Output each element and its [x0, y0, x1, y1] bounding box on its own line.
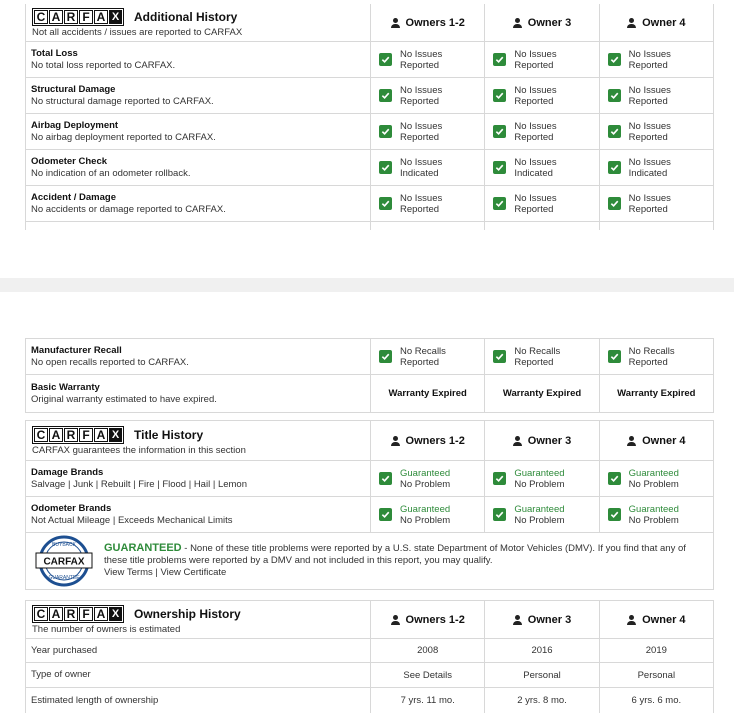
svg-text:CARFAX: CARFAX	[43, 556, 85, 567]
section-title: Title History	[134, 427, 204, 442]
person-icon	[513, 436, 522, 446]
check-icon	[608, 508, 621, 521]
buyback-guarantee-seal-icon	[34, 535, 94, 587]
see-details-link[interactable]: See Details	[403, 669, 452, 681]
person-icon	[627, 615, 636, 625]
warranty-status: Warranty Expired	[617, 388, 696, 399]
section-subtitle: The number of owners is estimated	[32, 623, 181, 635]
section-header	[26, 4, 713, 42]
history-row: Basic Warranty Original warranty estimated to have expired. Warranty Expired Warranty Expired Warranty Expired	[26, 375, 713, 413]
check-icon	[493, 350, 506, 363]
section-subtitle: Not all accidents / issues are reported to CARFAX	[32, 26, 243, 38]
check-icon	[608, 125, 621, 138]
section-title: Ownership History	[134, 606, 241, 621]
check-icon	[379, 161, 392, 174]
section-subtitle: CARFAX guarantees the information in this section	[32, 444, 246, 456]
check-icon	[379, 53, 392, 66]
person-icon	[391, 436, 400, 446]
guarantee-links[interactable]: View Terms | View Certificate	[104, 567, 227, 578]
check-icon	[493, 89, 506, 102]
check-icon	[379, 125, 392, 138]
report-page-2	[0, 292, 734, 720]
guarantee-notice	[25, 532, 714, 590]
history-row: Accident / Damage No accidents or damage reported to CARFAX. No Issues Reported No Issues Reported No Issues Reported	[26, 186, 713, 222]
owner-column-header: Owner 3	[484, 601, 598, 638]
owner-column-header: Owners 1-2	[370, 4, 484, 41]
ownership-row: Type of owner See Details Personal Personal	[26, 663, 713, 688]
check-icon	[608, 53, 621, 66]
check-icon	[608, 350, 621, 363]
warranty-status: Warranty Expired	[388, 388, 467, 399]
history-row: Manufacturer Recall No open recalls reported to CARFAX. No Recalls Reported No Recalls Reported No Recalls Reported	[26, 339, 713, 375]
guarantee-text: - None of these title problems were reported by a U.S. state Department of Motor Vehicles (DMV). If you find that any of these title problems were reported by a DMV and not included in this report, you may qualify.	[104, 543, 686, 566]
person-icon	[513, 615, 522, 625]
check-icon	[493, 197, 506, 210]
person-icon	[391, 615, 400, 625]
owner-column-header: Owners 1-2	[370, 601, 484, 638]
check-icon	[379, 508, 392, 521]
additional-history-section	[25, 4, 714, 230]
owner-column-header: Owner 4	[599, 601, 713, 638]
owner-column-header: Owner 3	[484, 421, 598, 460]
owner-column-header: Owner 4	[599, 4, 713, 41]
history-row: Structural Damage No structural damage reported to CARFAX. No Issues Reported No Issues Reported No Issues Reported	[26, 78, 713, 114]
svg-text:BUYBACK: BUYBACK	[52, 541, 76, 548]
check-icon	[493, 472, 506, 485]
person-icon	[627, 18, 636, 28]
section-title: Additional History	[134, 9, 238, 24]
guarantee-heading: GUARANTEED	[104, 542, 182, 554]
check-icon	[379, 89, 392, 102]
history-row: Total Loss No total loss reported to CARFAX. No Issues Reported No Issues Reported No Issues Reported	[26, 42, 713, 78]
check-icon	[493, 125, 506, 138]
check-icon	[493, 161, 506, 174]
history-row: Damage Brands Salvage | Junk | Rebuilt | Fire | Flood | Hail | Lemon Guaranteed No Problem Guaranteed No Problem Guaranteed No Problem	[26, 461, 713, 497]
check-icon	[379, 472, 392, 485]
check-icon	[379, 197, 392, 210]
check-icon	[608, 472, 621, 485]
section-header	[26, 601, 713, 639]
carfax-logo: C A R F A X	[32, 8, 124, 26]
check-icon	[608, 89, 621, 102]
history-row: Odometer Brands Not Actual Mileage | Exceeds Mechanical Limits Guaranteed No Problem Guaranteed No Problem Guaranteed No Problem	[26, 497, 713, 533]
carfax-logo: C A R F A X	[32, 426, 124, 444]
svg-text:GUARANTEE: GUARANTEE	[48, 574, 80, 581]
carfax-logo: C A R F A X	[32, 605, 124, 623]
warranty-status: Warranty Expired	[502, 388, 582, 399]
check-icon	[493, 508, 506, 521]
owner-column-header: Owner 4	[599, 421, 713, 460]
ownership-row: Estimated length of ownership 7 yrs. 11 mo. 2 yrs. 8 mo. 6 yrs. 6 mo.	[26, 688, 713, 713]
ownership-row: Year purchased 2008 2016 2019	[26, 639, 713, 663]
history-row: Odometer Check No indication of an odometer rollback. No Issues Indicated No Issues Indicated No Issues Indicated	[26, 150, 713, 186]
report-page-1	[0, 0, 734, 278]
history-row: Airbag Deployment No airbag deployment reported to CARFAX. No Issues Reported No Issues Reported No Issues Reported	[26, 114, 713, 150]
owner-column-header: Owner 3	[484, 4, 598, 41]
recall-warranty-section	[25, 338, 714, 413]
check-icon	[608, 197, 621, 210]
check-icon	[608, 161, 621, 174]
ownership-history-section	[25, 600, 714, 713]
person-icon	[513, 18, 522, 28]
owner-column-header: Owners 1-2	[370, 421, 484, 460]
check-icon	[493, 53, 506, 66]
check-icon	[379, 350, 392, 363]
person-icon	[391, 18, 400, 28]
title-history-section	[25, 420, 714, 533]
person-icon	[627, 436, 636, 446]
section-header	[26, 421, 713, 461]
